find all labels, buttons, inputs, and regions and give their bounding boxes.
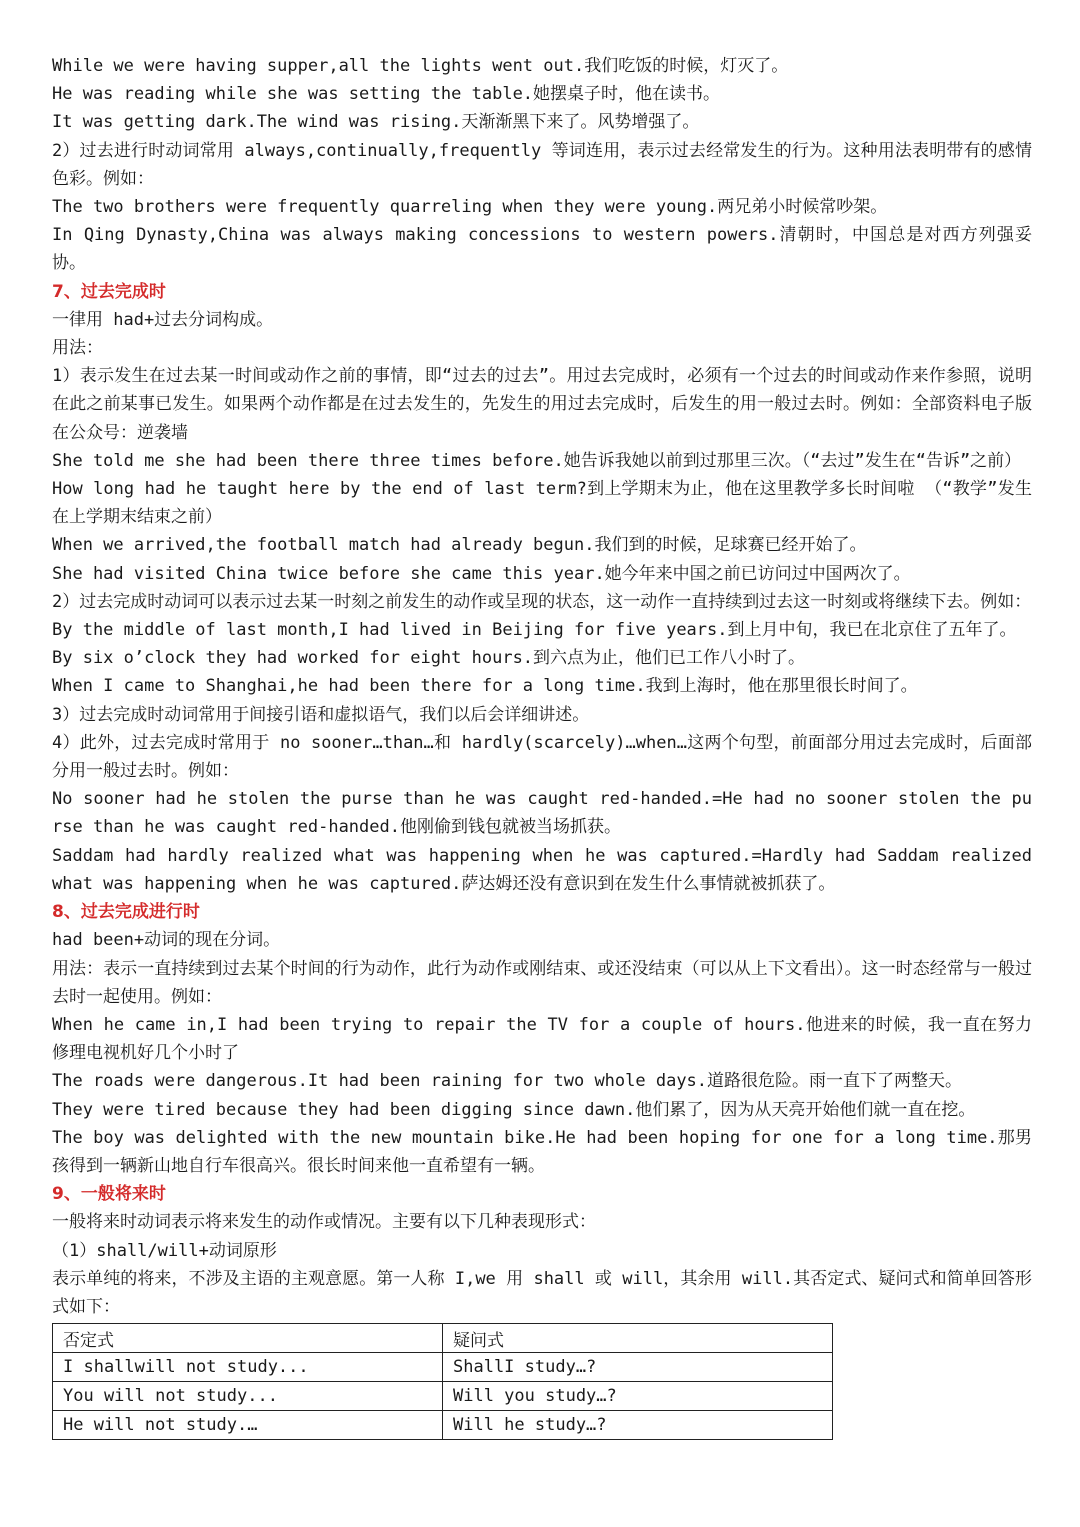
paragraph: 一律用 had+过去分词构成。 xyxy=(52,309,274,330)
paragraph: Saddam had hardly realized what was happening when he was captured.=Hardly had Saddam realized what was happening when he was captured.萨达姆还没有意识到在发生什么事情就被抓获了。 xyxy=(52,845,1032,894)
table-cell: Will you study…? xyxy=(443,1382,833,1411)
table-cell: I shallwill not study... xyxy=(53,1353,443,1382)
table-cell: ShallI study…? xyxy=(443,1353,833,1382)
paragraph: No sooner had he stolen the purse than he was caught red-handed.=He had no sooner stolen the purse than he was caught red-handed.他刚偷到钱包就被当场抓获。 xyxy=(52,789,1032,838)
text-blocks xyxy=(52,52,1032,1321)
paragraph: She had visited China twice before she came this year.她今年来中国之前已访问过中国两次了。 xyxy=(52,563,911,584)
paragraph: It was getting dark.The wind was rising.天渐渐黑下来了。风势增强了。 xyxy=(52,112,700,133)
paragraph: How long had he taught here by the end of last term?到上学期末为止，他在这里教学多长时间啦 （“教学”发生在上学期末结束之前） xyxy=(52,479,1032,528)
paragraph: 一般将来时动词表示将来发生的动作或情况。主要有以下几种表现形式： xyxy=(52,1212,596,1233)
table-header-cell: 否定式 xyxy=(53,1324,443,1353)
paragraph: 3）过去完成时动词常用于间接引语和虚拟语气，我们以后会详细讲述。 xyxy=(52,704,590,725)
paragraph: 1）表示发生在过去某一时间或动作之前的事情，即“过去的过去”。用过去完成时，必须有一个过去的时间或动作来作参照，说明在此之前某事已发生。如果两个动作都是在过去发生的，先发生的用过去完成时，后发生的用一般过去时。例如：全部资料电子版在公众号：逆袭墙 xyxy=(52,366,1032,443)
paragraph: While we were having supper,all the lights went out.我们吃饭的时候，灯灭了。 xyxy=(52,56,789,76)
document-body xyxy=(52,52,1032,1440)
table-header-cell: 疑问式 xyxy=(443,1324,833,1353)
paragraph: 表示单纯的将来，不涉及主语的主观意愿。第一人称 I,we 用 shall 或 will，其余用 will.其否定式、疑问式和简单回答形式如下： xyxy=(52,1268,1032,1317)
paragraph: （1）shall/will+动词原形 xyxy=(52,1240,277,1261)
paragraph: had been+动词的现在分词。 xyxy=(52,930,281,951)
paragraph: By six o’clock they had worked for eight hours.到六点为止，他们已工作八小时了。 xyxy=(52,648,806,669)
paragraph: The boy was delighted with the new mountain bike.He had been hoping for one for a long time.那男孩得到一辆新山地自行车很高兴。很长时间来他一直希望有一辆。 xyxy=(52,1127,1032,1176)
paragraph: 用法：表示一直持续到过去某个时间的行为动作，此行为动作或刚结束、或还没结束（可以从上下文看出）。这一时态经常与一般过去时一起使用。例如： xyxy=(52,958,1032,1007)
paragraph: He was reading while she was setting the table.她摆桌子时，他在读书。 xyxy=(52,84,721,105)
paragraph: 4）此外，过去完成时常用于 no sooner…than…和 hardly(scarcely)…when…这两个句型，前面部分用过去完成时，后面部分用一般过去时。例如： xyxy=(52,732,1032,782)
table-cell: He will not study.… xyxy=(53,1411,443,1440)
paragraph: In Qing Dynasty,China was always making concessions to western powers.清朝时，中国总是对西方列强妥协。 xyxy=(52,225,1032,274)
future-tense-table xyxy=(52,1323,833,1440)
paragraph: 2）过去进行时动词常用 always,continually,frequently 等词连用，表示过去经常发生的行为。这种用法表明带有的感情色彩。例如： xyxy=(52,140,1032,189)
section-heading: 8、过去完成进行时 xyxy=(52,902,200,923)
table-row xyxy=(53,1353,833,1382)
paragraph: The roads were dangerous.It had been raining for two whole days.道路很危险。雨一直下了两整天。 xyxy=(52,1071,963,1092)
paragraph: By the middle of last month,I had lived in Beijing for five years.到上月中旬，我已在北京住了五年了。 xyxy=(52,620,1017,641)
table-row xyxy=(53,1382,833,1411)
paragraph: The two brothers were frequently quarreling when they were young.两兄弟小时候常吵架。 xyxy=(52,197,888,218)
paragraph: She told me she had been there three times before.她告诉我她以前到过那里三次。（“去过”发生在“告诉”之前） xyxy=(52,450,1022,471)
paragraph: They were tired because they had been digging since dawn.他们累了，因为从天亮开始他们就一直在挖。 xyxy=(52,1099,976,1120)
section-heading: 7、过去完成时 xyxy=(52,281,166,302)
table-cell: You will not study... xyxy=(53,1382,443,1411)
paragraph: When I came to Shanghai,he had been there for a long time.我到上海时，他在那里很长时间了。 xyxy=(52,676,918,697)
paragraph: 用法： xyxy=(52,338,103,359)
table-cell: Will he study…? xyxy=(443,1411,833,1440)
paragraph: When he came in,I had been trying to repair the TV for a couple of hours.他进来的时候，我一直在努力修理电视机好几个小时了 xyxy=(52,1014,1032,1064)
table-header-row xyxy=(53,1324,833,1353)
table-row xyxy=(53,1411,833,1440)
paragraph: 2）过去完成时动词可以表示过去某一时刻之前发生的动作或呈现的状态，这一动作一直持续到过去这一时刻或将继续下去。例如： xyxy=(52,591,1032,612)
section-heading: 9、一般将来时 xyxy=(52,1184,166,1205)
paragraph: When we arrived,the football match had already begun.我们到的时候，足球赛已经开始了。 xyxy=(52,535,867,556)
